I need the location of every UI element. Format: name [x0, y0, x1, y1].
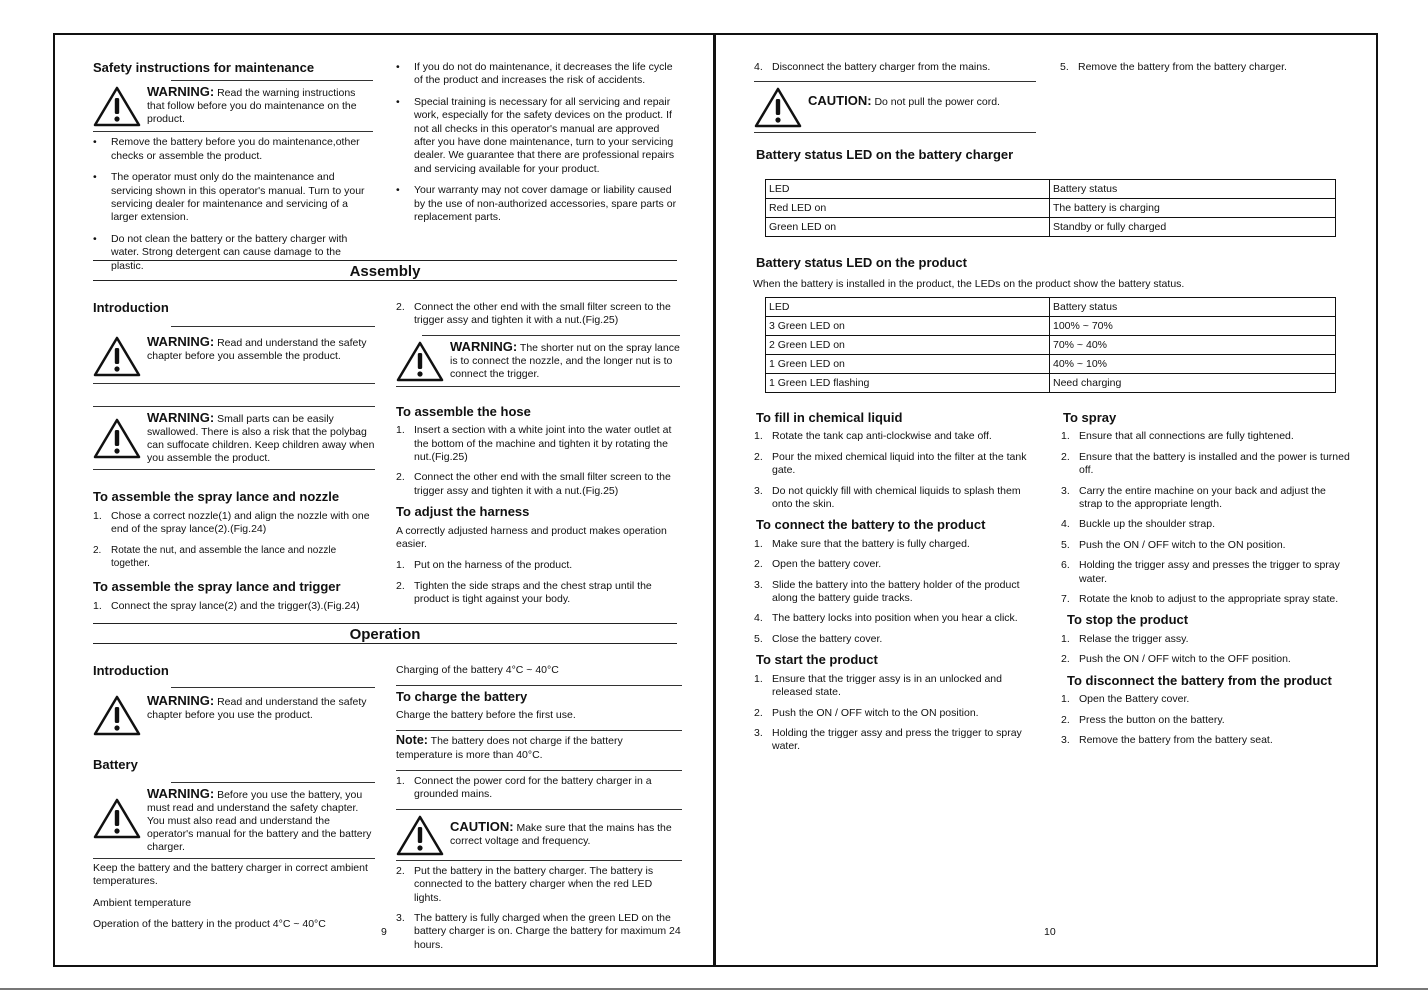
charger-led-section: [756, 148, 1356, 167]
list-item: 1. Insert a section with a white joint into the water outlet at the bottom of the machine and tighten it by rotating the nut.(Fig.25): [396, 424, 672, 464]
charge-caution: CAUTION: Make sure that the mains has the correct voltage and frequency.: [396, 810, 682, 860]
assembly-column-1: [93, 301, 375, 620]
operation-warning-1: WARNING: Read and understand the safety chapter before you use the product.: [93, 688, 375, 742]
list-item: 4. The battery locks into position when you hear a click.: [754, 612, 1018, 625]
list-item: 2. Connect the other end with the small filter screen to the trigger assy and tighten it with a nut.(Fig.25): [396, 471, 671, 497]
assembly-intro-title: Introduction: [93, 300, 169, 315]
caution-triangle-icon: [396, 814, 444, 856]
safety-bullets: [93, 136, 373, 273]
table-row: 1 Green LED flashing Need charging: [766, 374, 1336, 393]
harness-intro: A correctly adjusted harness and product makes operation easier.: [396, 524, 667, 551]
list-item: 4. Disconnect the battery charger from the mains.: [754, 61, 991, 73]
list-item: 2. Push the ON / OFF witch to the OFF position.: [1061, 653, 1291, 666]
table-row: LED Battery status: [766, 180, 1336, 199]
list-item: • If you do not do maintenance, it decreases the life cycle of the product and increases the risk of accidents.: [396, 61, 680, 88]
safety-bullets-right: [396, 61, 680, 224]
list-item: 3. Carry the entire machine on your back and adjust the strap to the appropriate length.: [1061, 484, 1326, 511]
table-row: 1 Green LED on 40% ~ 10%: [766, 355, 1336, 374]
start-steps: [754, 673, 1038, 754]
list-item: • Your warranty may not cover damage or liability caused by the use of non-authorized accessories, spare parts or replacement parts.: [396, 184, 680, 224]
connect-title: To connect the battery to the product: [756, 517, 986, 533]
list-item: 1. Chose a correct nozzle(1) and align the nozzle with one end of the spray lance(2).(Fig.24): [93, 509, 370, 536]
charge-intro: Charge the battery before the first use.: [396, 708, 576, 721]
list-item: 5. Close the battery cover.: [754, 632, 883, 645]
warning-triangle-icon: [396, 340, 444, 382]
harness-title: To adjust the harness: [396, 504, 530, 520]
charger-remove: [1060, 61, 1350, 81]
caution-triangle-icon: [754, 86, 802, 128]
battery-warning: WARNING: Before you use the battery, you must read and understand the safety chapter. You must also read and understand the operator's manual for the battery and the battery charger.: [93, 783, 375, 858]
list-item: 2. Open the battery cover.: [754, 558, 882, 571]
charge-steps: [396, 865, 682, 952]
list-item: 2. Press the button on the battery.: [1061, 713, 1225, 726]
charger-led-table: [765, 179, 1336, 237]
assembly-column-2: [396, 301, 680, 614]
list-item: 2. Pour the mixed chemical liquid into the filter at the tank gate.: [754, 450, 1027, 477]
harness-steps: [396, 559, 680, 606]
list-item: 3. Remove the battery from the battery seat.: [1061, 733, 1273, 746]
list-item: 4. Buckle up the shoulder strap.: [1061, 518, 1215, 531]
list-item: • Remove the battery before you do maintenance,other checks or assemble the product.: [93, 136, 373, 163]
operation-temperature: Operation of the battery in the product 4°C ~ 40°C: [93, 918, 326, 931]
product-led-section: [756, 256, 1356, 273]
list-item: 1. Make sure that the battery is fully charged.: [754, 537, 970, 550]
assembly-header: [93, 260, 677, 281]
operation-title: Operation: [349, 626, 421, 643]
ambient-note: Keep the battery and the battery charger in correct ambient temperatures.: [93, 861, 368, 888]
list-item: 1. Relase the trigger assy.: [1061, 632, 1189, 645]
list-item: 2. Put the battery in the battery charger. The battery is connected to the battery charger when the red LED lights.: [396, 864, 654, 904]
start-title: To start the product: [756, 652, 878, 668]
assembly-warning-1: WARNING: Read and understand the safety chapter before you assemble the product.: [93, 327, 375, 383]
list-item: 5. Remove the battery from the battery charger.: [1060, 61, 1287, 73]
assembly-title: Assembly: [349, 263, 421, 280]
list-item: 1. Connect the spray lance(2) and the trigger(3).(Fig.24): [93, 599, 360, 612]
list-item: 1. Ensure that all connections are fully tightened.: [1061, 430, 1294, 443]
bottom-divider: [0, 988, 1428, 990]
warning-triangle-icon: [93, 85, 141, 127]
charger-led-title: Battery status LED on the battery charger: [756, 147, 1014, 162]
list-item: 1. Connect the power cord for the battery charger in a grounded mains.: [396, 775, 652, 801]
lance-nozzle-title: To assemble the spray lance and nozzle: [93, 489, 340, 505]
fill-title: To fill in chemical liquid: [756, 410, 903, 425]
list-item: 1. Put on the harness of the product.: [396, 559, 573, 572]
warning-triangle-icon: [93, 335, 141, 377]
spray-title: To spray: [1063, 410, 1117, 425]
lance-trigger-steps: [93, 600, 375, 613]
hose-title: To assemble the hose: [396, 403, 531, 419]
table-row: 2 Green LED on 70% ~ 40%: [766, 336, 1336, 355]
warning-triangle-icon: [93, 797, 141, 839]
list-item: 6. Holding the trigger assy and presses the trigger to spray water.: [1061, 559, 1340, 585]
operation-intro-title: Introduction: [93, 663, 169, 678]
fill-steps: [754, 430, 1038, 511]
warning-triangle-icon: [93, 417, 141, 459]
operation-column-1: [93, 664, 375, 939]
right-column-2: [1061, 411, 1351, 754]
list-item: 3. The battery is fully charged when the green LED on the battery charger is on. Charge the battery for maximum 24 hours.: [396, 912, 681, 951]
lance-nozzle-steps: [93, 510, 375, 571]
charge-title: To charge the battery: [396, 689, 528, 705]
stop-steps: [1061, 633, 1351, 667]
connect-steps: [754, 538, 1038, 646]
table-row: LED Battery status: [766, 298, 1336, 317]
operation-column-2: [396, 664, 682, 959]
product-led-table: [765, 297, 1336, 393]
assembly-warning-3: WARNING: The shorter nut on the spray lance is to connect the nozzle, and the longer nut is to connect the trigger.: [396, 336, 680, 386]
list-item: • Do not clean the battery or the battery charger with water. Strong detergent can cause damage to the plastic.: [93, 233, 373, 273]
assembly-warning-2: WARNING: Small parts can be easily swallowed. There is also a risk that the polybag can suffocate children. Keep children away when you assemble the product.: [93, 407, 375, 469]
product-led-title: Battery status LED on the product: [756, 255, 967, 270]
list-item: • Special training is necessary for all servicing and repair work, especially for the safety devices on the product. If not all checks in this operator's manual are approved after you have done maintenance, turn to your servicing dealer. We guarantee that there are professional repairs and servicing available for your product.: [396, 96, 680, 176]
hose-steps: [396, 424, 680, 498]
spray-steps: [1061, 430, 1351, 606]
ambient-temperature: Ambient temperature: [93, 896, 192, 909]
disconnect-title: To disconnect the battery from the product: [1067, 672, 1332, 688]
list-item: 3. Do not quickly fill with chemical liquids to splash them onto the skin.: [754, 484, 1021, 511]
battery-title: Battery: [93, 757, 138, 773]
warning-triangle-icon: [93, 694, 141, 736]
list-item: • The operator must only do the maintenance and servicing shown in this operator's manual. Turn to your servicing dealer for maintenance and servicing of a larger extension.: [93, 171, 373, 225]
operation-header: [93, 623, 677, 644]
right-column-1: [754, 411, 1038, 761]
table-row: Red LED on The battery is charging: [766, 199, 1336, 218]
list-item: 3. Slide the battery into the battery holder of the product along the battery guide tracks.: [754, 578, 1020, 605]
stop-title: To stop the product: [1067, 612, 1189, 628]
safety-column-2: [396, 61, 680, 232]
charger-disconnect: [754, 61, 1036, 133]
list-item: 1. Open the Battery cover.: [1061, 693, 1190, 706]
table-row: 3 Green LED on 100% ~ 70%: [766, 317, 1336, 336]
disconnect-steps: [1061, 693, 1351, 747]
page-number-right: 10: [1044, 926, 1056, 938]
safety-warning: WARNING: Read the warning instructions that follow before you do maintenance on the product.: [93, 81, 373, 131]
list-item: 2. Ensure that the battery is installed and the power is turned off.: [1061, 450, 1350, 477]
list-item: 2. Connect the other end with the small filter screen to the trigger assy and tighten it with a nut.(Fig.25): [396, 301, 671, 327]
product-led-intro: When the battery is installed in the product, the LEDs on the product show the battery status.: [753, 278, 1185, 290]
list-item: 2. Tighten the side straps and the chest strap until the product is tight against your body.: [396, 579, 652, 606]
page-number-left: 9: [381, 926, 387, 938]
safety-title: Safety instructions for maintenance: [93, 60, 315, 75]
list-item: 2. Rotate the nut, and assemble the lance and nozzle together.: [93, 544, 337, 570]
list-item: 5. Push the ON / OFF witch to the ON position.: [1061, 538, 1286, 551]
charging-temperature: Charging of the battery 4°C ~ 40°C: [396, 664, 559, 676]
list-item: 3. Holding the trigger assy and press the trigger to spray water.: [754, 726, 1022, 753]
list-item: 7. Rotate the knob to adjust to the appropriate spray state.: [1061, 593, 1339, 606]
list-item: 1. Rotate the tank cap anti-clockwise and take off.: [754, 430, 992, 443]
lance-trigger-title: To assemble the spray lance and trigger: [93, 579, 341, 595]
power-cord-caution: CAUTION: Do not pull the power cord.: [754, 82, 1036, 132]
list-item: 1. Ensure that the trigger assy is in an unlocked and released state.: [754, 672, 1002, 699]
safety-column-1: [93, 61, 373, 281]
table-row: Green LED on Standby or fully charged: [766, 218, 1336, 237]
note: Note: The battery does not charge if the battery temperature is more than 40°C.: [396, 733, 623, 761]
list-item: 2. Push the ON / OFF witch to the ON position.: [754, 706, 979, 719]
